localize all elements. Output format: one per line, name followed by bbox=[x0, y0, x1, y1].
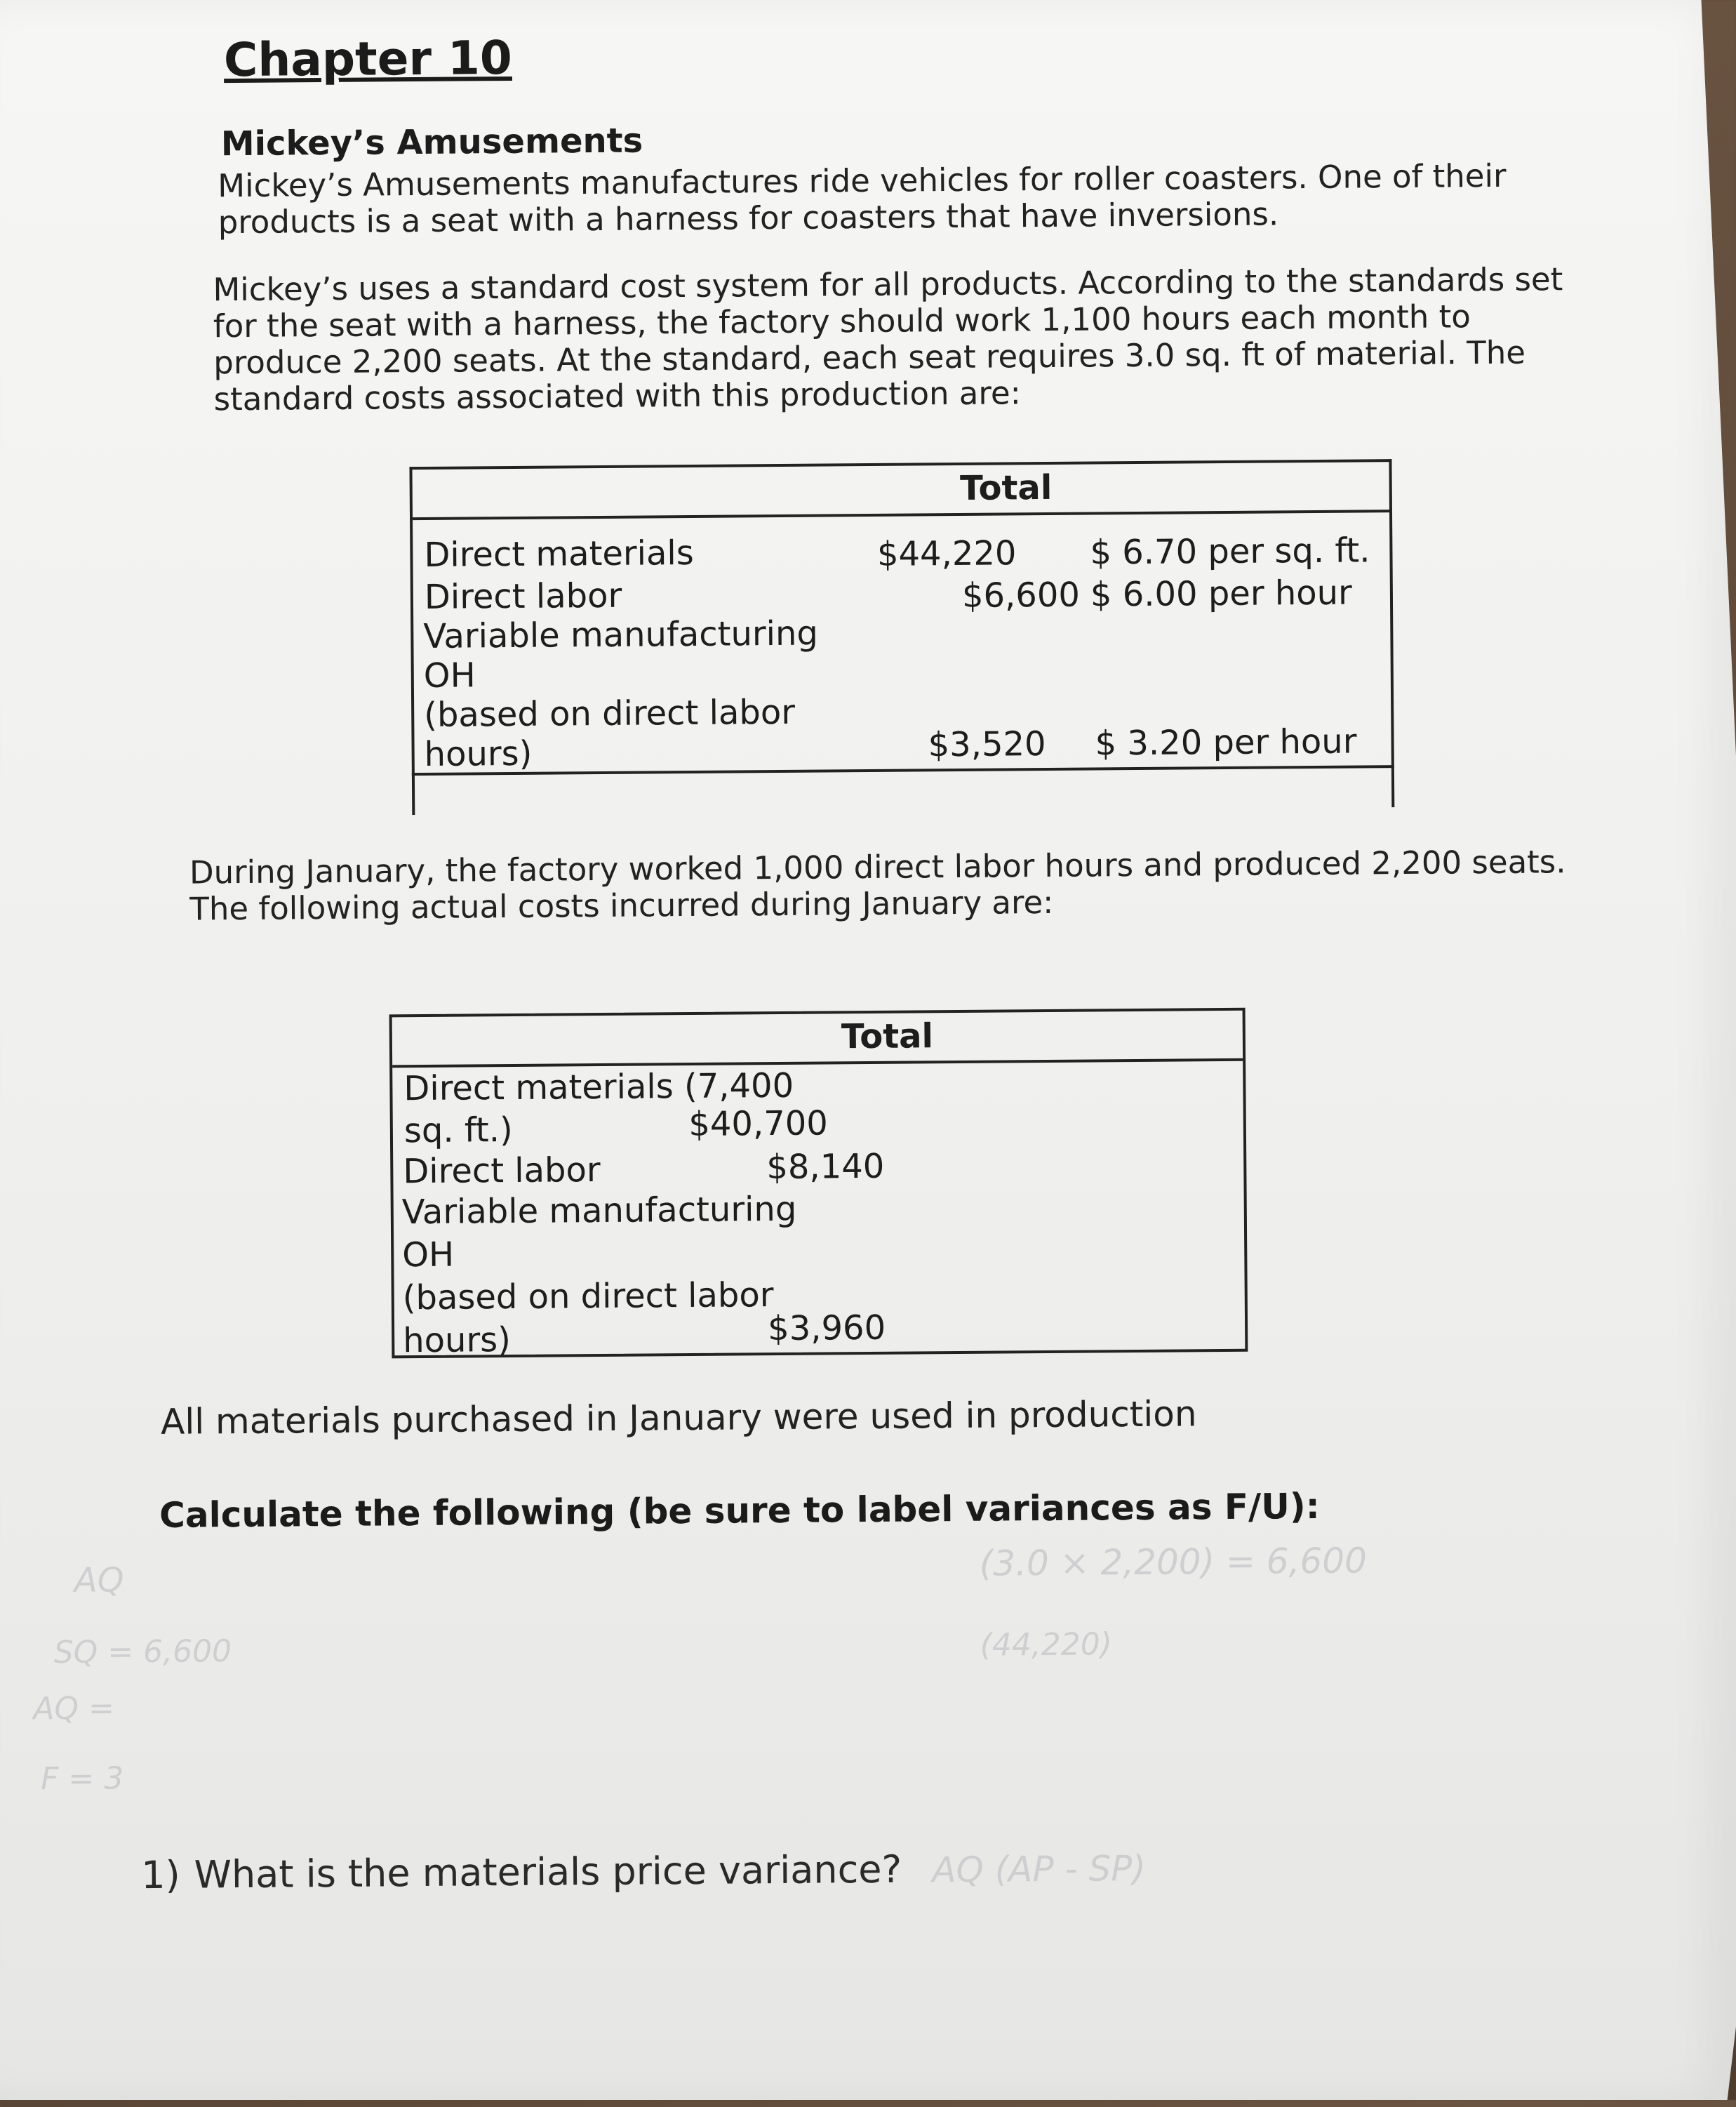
question-number: 1) bbox=[140, 1852, 180, 1898]
materials-note: All materials purchased in January were used in production bbox=[160, 1393, 1197, 1442]
pencil-note: F = 3 bbox=[40, 1760, 124, 1797]
row-amount: $3,520 bbox=[928, 724, 1046, 765]
calculate-instruction: Calculate the following (be sure to label variances as F/U): bbox=[159, 1485, 1320, 1536]
chapter-heading: Chapter 10 bbox=[223, 30, 513, 88]
row-label: Direct labor bbox=[403, 1150, 601, 1192]
row-label: Variable manufacturing OH (based on direct labor hours) bbox=[401, 1189, 797, 1361]
standards-paragraph: Mickey’s uses a standard cost system for all products. According to the standards set for the seat with a harness, the factory should work 1,100 hours each month to produce 2,200 seats. At the standard, each seat requires 3.0 sq. ft of material. The standard costs associated with this production are: bbox=[213, 260, 1563, 418]
pencil-note: AQ bbox=[74, 1560, 124, 1600]
pencil-note: (44,220) bbox=[980, 1626, 1113, 1663]
row-amount: $44,220 bbox=[876, 533, 1017, 574]
row-amount: $8,140 bbox=[766, 1146, 885, 1188]
row-rate: $ 6.00 per hour bbox=[1090, 573, 1352, 615]
row-rate: $ 3.20 per hour bbox=[1095, 722, 1357, 764]
actual-table-header: Total bbox=[392, 1011, 1243, 1068]
pencil-formula: AQ (AP - SP) bbox=[932, 1847, 1147, 1891]
pencil-note: AQ = bbox=[33, 1690, 115, 1727]
pencil-note: SQ = 6,600 bbox=[53, 1633, 232, 1671]
question-1 bbox=[141, 1845, 1146, 1897]
row-amount: $3,960 bbox=[767, 1308, 886, 1349]
row-rate: $ 6.70 per sq. ft. bbox=[1090, 531, 1370, 573]
row-amount: $40,700 bbox=[688, 1103, 829, 1145]
pencil-note: (3.0 × 2,200) = 6,600 bbox=[979, 1540, 1368, 1584]
row-label: Direct materials bbox=[424, 533, 694, 575]
question-text: What is the materials price variance? bbox=[194, 1847, 902, 1897]
row-amount: $6,600 bbox=[961, 575, 1081, 616]
table-border bbox=[1391, 765, 1394, 807]
standard-table-header: Total bbox=[412, 462, 1389, 520]
intro-paragraph: Mickey’s Amusements manufactures ride vehicles for roller coasters. One of their products is a seat with a harness for coasters that have inversions. bbox=[218, 157, 1507, 241]
table-border bbox=[412, 773, 415, 815]
actual-cost-table bbox=[389, 1008, 1248, 1359]
row-label: Direct materials (7,400 sq. ft.) bbox=[403, 1065, 794, 1151]
row-label: Direct labor bbox=[424, 576, 622, 617]
section-title: Mickey’s Amusements bbox=[220, 121, 643, 164]
january-paragraph: During January, the factory worked 1,000 direct labor hours and produced 2,200 seats. The following actual costs incurred during January are: bbox=[189, 843, 1566, 928]
row-label: Variable manufacturing OH (based on direct labor hours) bbox=[423, 613, 819, 774]
standard-cost-table bbox=[409, 459, 1394, 776]
